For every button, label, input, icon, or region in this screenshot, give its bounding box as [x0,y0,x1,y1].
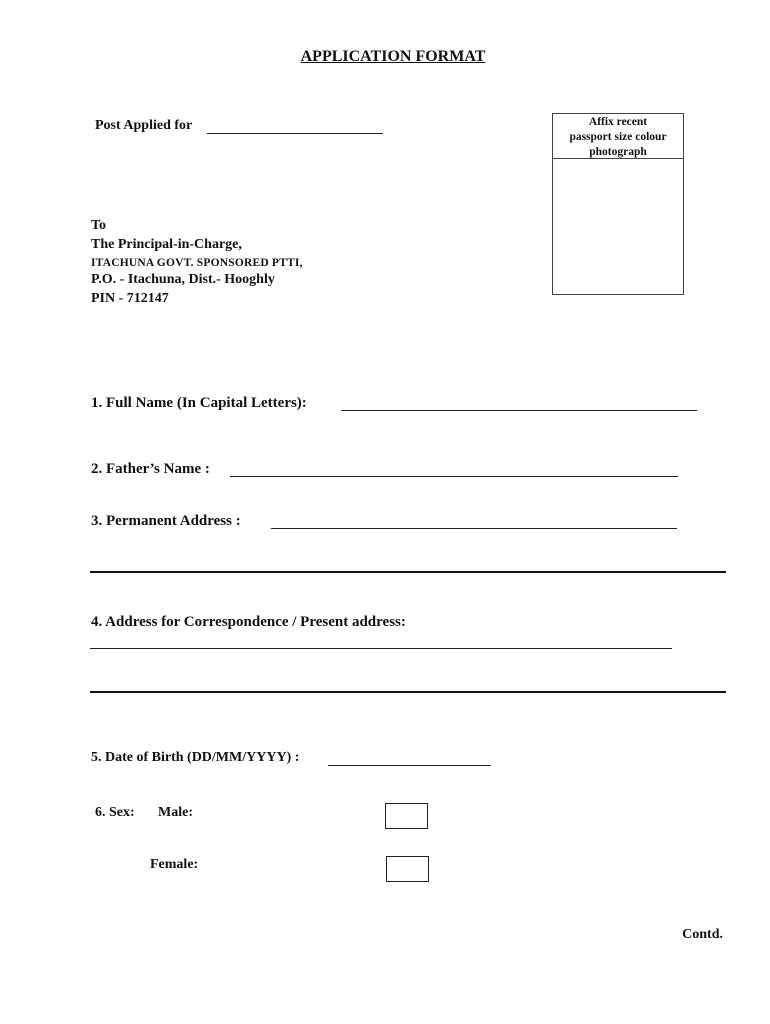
correspondence-address-input-line[interactable] [90,648,672,649]
sex-label: 6. Sex: [95,805,135,820]
father-name-label: 2. Father’s Name : [91,461,210,477]
father-name-input-line[interactable] [230,476,678,477]
correspondence-address-second-line[interactable] [90,691,726,693]
permanent-address-label: 3. Permanent Address : [91,513,241,529]
photo-placeholder [552,113,684,295]
photo-caption [553,114,683,159]
photo-caption-line-2: passport size colour [569,131,667,143]
female-label: Female: [150,857,199,872]
male-label: Male: [158,805,193,820]
address-post-office: P.O. - Itachuna, Dist.- Hooghly [91,272,275,287]
permanent-address-second-line[interactable] [90,571,726,573]
address-to: To [91,218,107,233]
permanent-address-input-line[interactable] [271,528,677,529]
continued-note: Contd. [682,927,723,942]
male-checkbox[interactable] [385,803,428,829]
address-recipient: The Principal-in-Charge, [91,237,242,252]
address-institution: ITACHUNA GOVT. SPONSORED PTTI, [91,257,303,269]
full-name-label: 1. Full Name (In Capital Letters): [91,395,307,411]
full-name-input-line[interactable] [341,410,697,411]
correspondence-address-label: 4. Address for Correspondence / Present address: [91,614,406,630]
post-applied-input-line[interactable] [207,133,383,134]
form-title: APPLICATION FORMAT [300,48,486,65]
photo-caption-line-3: photograph [589,146,647,158]
dob-label: 5. Date of Birth (DD/MM/YYYY) : [91,750,300,765]
photo-caption-line-1: Affix recent [588,116,648,128]
post-applied-label: Post Applied for [95,118,193,133]
dob-input-line[interactable] [328,765,491,766]
female-checkbox[interactable] [386,856,429,882]
address-pin: PIN - 712147 [91,291,169,306]
